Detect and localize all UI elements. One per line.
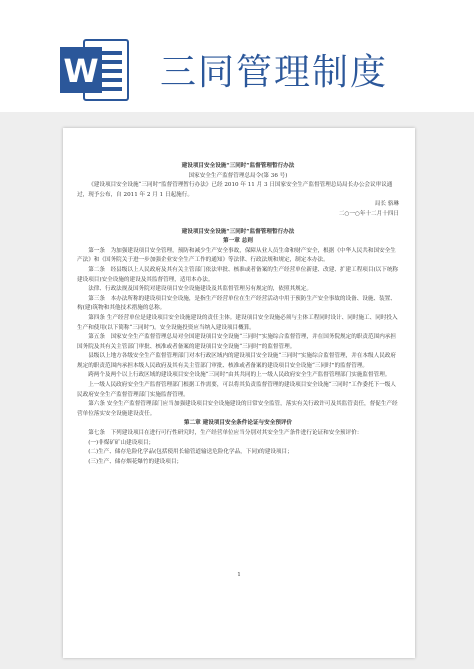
sign-date: 二○一○年十二月十四日: [338, 210, 399, 217]
article-paragraph: 第四条 生产经营单位是建设项目安全设施建设的责任主体。建设项目安全设施必须与主体工程同时设计、同时施工、同时投入生产和使用(以下简称“三同时”)。安全设施投资应当纳入建设项目概算。: [77, 314, 398, 331]
list-item: (一)非煤矿矿山建设项目；: [88, 439, 155, 446]
order-number: 国家安全生产监督管理总局令(第 36 号): [188, 172, 288, 179]
signer: 局长 骆琳: [374, 201, 399, 208]
article-paragraph: 第二条 经县级以上人民政府及其有关主管部门依法审批、核准或者备案的生产经营单位新建、改建、扩建工程项目(以下统称建设项目)安全设施的建设及其监督管理，适用本办法。: [77, 266, 399, 283]
document-title: 建设项目安全设施“三同时”监督管理暂行办法: [181, 163, 295, 169]
word-document-icon: [60, 37, 130, 103]
list-item: (三)生产、储存烟花爆竹的建设项目；: [88, 458, 183, 465]
chapter-heading: 第二章 建设项目安全条件论证与安全预评价: [183, 420, 293, 427]
preamble: 《建设项目安全设施“三同时”监督管理暂行办法》已经 2010 年 11 月 3 日国家安全生产监督管理总局局长办公会议审议通过，现予公布，自 2011 年 2 月 1 日起施行。: [77, 182, 393, 198]
document-page: [63, 128, 415, 658]
article-paragraph: 第三条 本办法所称的建设项目安全设施，是指生产经营单位在生产经营活动中用于预防生产安全事故的设备、设施、装置、构(建)筑物和其他技术措施的总称。: [77, 295, 396, 312]
article-paragraph: 第一条 为加强建设项目安全管理，预防和减少生产安全事故，保障从业人员生命和财产安全，根据《中华人民共和国安全生产法》和《国务院关于进一步加强企业安全生产工作的通知》等法律、行政法规和规定，制定本办法。: [77, 247, 396, 264]
banner: [0, 0, 474, 112]
article-paragraph: 第五条 国家安全生产监督管理总局对全国建设项目安全设施“三同时”实施综合监督管理，并在国务院规定的职责范围内承担国务院及其有关主管部门审批、核准或者备案的建设项目安全设施“三同时”的监督管理。: [77, 334, 396, 350]
article-paragraph: 上一级人民政府安全生产监督管理部门根据工作需要，可以将其负责监督管理的建设项目安全设施“三同时”工作委托下一级人民政府安全生产监督管理部门实施监督管理。: [77, 382, 396, 398]
article-paragraph: 县级以上地方各级安全生产监督管理部门对本行政区域内的建设项目安全设施“三同时”实施综合监督管理，并在本级人民政府规定的职责范围内承担本级人民政府及其有关主管部门审批、核准或者备案的建设项目安全设施“三同时”的监督管理。: [77, 353, 396, 369]
chapter-heading: 第一章 总则: [223, 238, 253, 245]
banner-title: 三同管理制度: [160, 52, 389, 93]
document-title-2: 建设项目安全设施“三同时”监督管理暂行办法: [181, 228, 295, 235]
article-paragraph: 第七条 下列建设项目在进行可行性研究时，生产经营单位应当分别对其安全生产条件进行论证和安全预评价：: [88, 430, 363, 437]
article-paragraph: 第六条 安全生产监督管理部门应当加强建设项目安全设施建设的日常安全监管，落实有关行政许可及其监管责任，督促生产经营单位落实安全设施建设责任。: [77, 401, 398, 417]
page-number: 1: [237, 572, 241, 578]
list-item: (二)生产、储存危险化学品(包括使用长输管道输送危险化学品，下同)的建设项目；: [88, 449, 293, 456]
article-paragraph: 法律、行政法规及国务院对建设项目安全设施建设及其监督管理另有规定的，依照其规定。: [88, 286, 312, 293]
article-paragraph: 跨两个及两个以上行政区域的建设项目安全设施“三同时”由其共同的上一级人民政府安全生产监督管理部门实施监督管理。: [88, 372, 391, 379]
document-body: [77, 162, 399, 467]
word-logo-letter: W: [63, 52, 99, 90]
